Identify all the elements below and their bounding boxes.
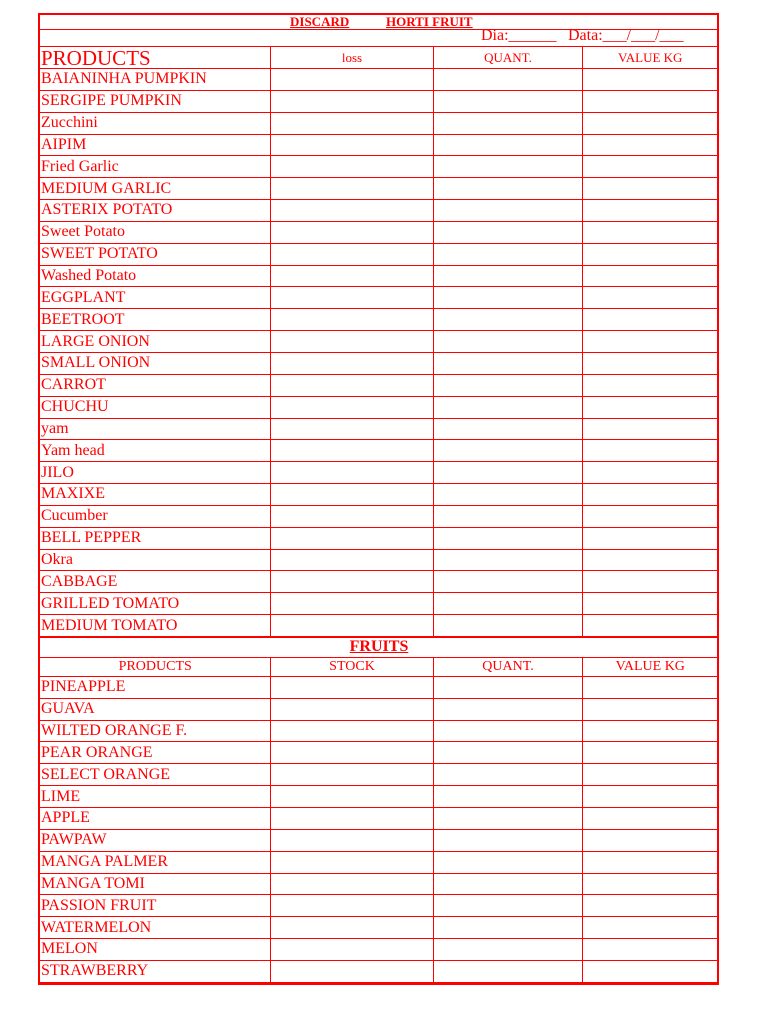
fruit-row: [40, 720, 717, 742]
entry-cell-3[interactable]: [433, 178, 582, 200]
product-name: yam: [40, 418, 270, 440]
product-name: LARGE ONION: [40, 331, 270, 353]
product-name: Cucumber: [40, 505, 270, 527]
entry-cell-4[interactable]: [582, 786, 717, 808]
entry-cell-2[interactable]: [270, 112, 433, 134]
fruit-row: [40, 917, 717, 939]
product-name: Okra: [40, 549, 270, 571]
fruit-row: [40, 960, 717, 982]
entry-cell-2[interactable]: [270, 309, 433, 331]
entry-cell-2[interactable]: [270, 200, 433, 222]
entry-cell-2[interactable]: [270, 851, 433, 873]
entry-cell-3[interactable]: [433, 615, 582, 637]
entry-cell-3[interactable]: [433, 440, 582, 462]
vegetable-row: [40, 374, 717, 396]
entry-cell-4[interactable]: [582, 808, 717, 830]
product-name: Zucchini: [40, 112, 270, 134]
column-header-products: PRODUCTS: [40, 47, 270, 69]
vegetable-row: [40, 265, 717, 287]
vegetables-table: [40, 46, 717, 637]
entry-cell-2[interactable]: [270, 917, 433, 939]
product-name: MELON: [40, 939, 270, 961]
entry-cell-3[interactable]: [433, 265, 582, 287]
entry-cell-3[interactable]: [433, 352, 582, 374]
entry-cell-2[interactable]: [270, 374, 433, 396]
column-header-stock: STOCK: [270, 657, 433, 676]
entry-cell-4[interactable]: [582, 615, 717, 637]
entry-cell-2[interactable]: [270, 676, 433, 698]
entry-cell-2[interactable]: [270, 484, 433, 506]
vegetable-row: [40, 396, 717, 418]
entry-cell-4[interactable]: [582, 873, 717, 895]
fruit-row: [40, 764, 717, 786]
entry-cell-3[interactable]: [433, 505, 582, 527]
entry-cell-2[interactable]: [270, 895, 433, 917]
product-name: PEAR ORANGE: [40, 742, 270, 764]
vegetable-row: [40, 287, 717, 309]
entry-cell-3[interactable]: [433, 764, 582, 786]
entry-cell-3[interactable]: [433, 331, 582, 353]
product-name: PINEAPPLE: [40, 676, 270, 698]
vegetable-row: [40, 156, 717, 178]
entry-cell-3[interactable]: [433, 873, 582, 895]
product-name: SELECT ORANGE: [40, 764, 270, 786]
entry-cell-2[interactable]: [270, 808, 433, 830]
entry-cell-4[interactable]: [582, 352, 717, 374]
column-header-products: PRODUCTS: [40, 657, 270, 676]
vegetable-row: [40, 462, 717, 484]
date-field[interactable]: Data:___/___/___: [568, 27, 684, 44]
entry-cell-2[interactable]: [270, 178, 433, 200]
product-name: MEDIUM GARLIC: [40, 178, 270, 200]
entry-cell-3[interactable]: [433, 484, 582, 506]
entry-cell-4[interactable]: [582, 895, 717, 917]
fruit-row: [40, 808, 717, 830]
entry-cell-2[interactable]: [270, 265, 433, 287]
entry-cell-2[interactable]: [270, 287, 433, 309]
product-name: LIME: [40, 786, 270, 808]
entry-cell-4[interactable]: [582, 676, 717, 698]
vegetable-row: [40, 243, 717, 265]
vegetable-row: [40, 90, 717, 112]
entry-cell-4[interactable]: [582, 243, 717, 265]
entry-cell-2[interactable]: [270, 396, 433, 418]
product-name: EGGPLANT: [40, 287, 270, 309]
product-name: ASTERIX POTATO: [40, 200, 270, 222]
product-name: BELL PEPPER: [40, 527, 270, 549]
entry-cell-4[interactable]: [582, 851, 717, 873]
entry-cell-4[interactable]: [582, 418, 717, 440]
entry-cell-2[interactable]: [270, 418, 433, 440]
product-name: WATERMELON: [40, 917, 270, 939]
entry-cell-3[interactable]: [433, 309, 582, 331]
entry-cell-3[interactable]: [433, 571, 582, 593]
entry-cell-4[interactable]: [582, 374, 717, 396]
fruits-table: [40, 637, 717, 983]
vegetable-row: [40, 221, 717, 243]
entry-cell-4[interactable]: [582, 396, 717, 418]
entry-cell-4[interactable]: [582, 309, 717, 331]
entry-cell-2[interactable]: [270, 615, 433, 637]
fruit-row: [40, 698, 717, 720]
product-name: GUAVA: [40, 698, 270, 720]
entry-cell-2[interactable]: [270, 505, 433, 527]
vegetable-row: [40, 571, 717, 593]
entry-cell-2[interactable]: [270, 720, 433, 742]
entry-cell-3[interactable]: [433, 676, 582, 698]
product-name: SWEET POTATO: [40, 243, 270, 265]
product-name: SMALL ONION: [40, 352, 270, 374]
product-name: MAXIXE: [40, 484, 270, 506]
product-name: PASSION FRUIT: [40, 895, 270, 917]
form-title-company: HORTI FRUIT: [386, 14, 473, 29]
entry-cell-2[interactable]: [270, 90, 433, 112]
fruit-row: [40, 786, 717, 808]
fruits-header-row: [40, 657, 717, 676]
entry-cell-2[interactable]: [270, 462, 433, 484]
entry-cell-4[interactable]: [582, 698, 717, 720]
vegetable-row: [40, 484, 717, 506]
entry-cell-3[interactable]: [433, 287, 582, 309]
product-name: JILO: [40, 462, 270, 484]
vegetable-row: [40, 440, 717, 462]
entry-cell-2[interactable]: [270, 243, 433, 265]
discard-form: [38, 13, 719, 985]
entry-cell-4[interactable]: [582, 287, 717, 309]
vegetable-row: [40, 112, 717, 134]
column-header-quant: QUANT.: [433, 657, 582, 676]
entry-cell-2[interactable]: [270, 440, 433, 462]
vegetable-row: [40, 527, 717, 549]
entry-cell-2[interactable]: [270, 593, 433, 615]
entry-cell-3[interactable]: [433, 808, 582, 830]
entry-cell-3[interactable]: [433, 698, 582, 720]
entry-cell-4[interactable]: [582, 200, 717, 222]
product-name: MANGA TOMI: [40, 873, 270, 895]
vegetable-row: [40, 615, 717, 637]
vegetable-row: [40, 549, 717, 571]
entry-cell-3[interactable]: [433, 786, 582, 808]
entry-cell-3[interactable]: [433, 69, 582, 91]
vegetable-row: [40, 178, 717, 200]
entry-cell-3[interactable]: [433, 851, 582, 873]
entry-cell-4[interactable]: [582, 720, 717, 742]
product-name: CHUCHU: [40, 396, 270, 418]
entry-cell-4[interactable]: [582, 134, 717, 156]
product-name: BAIANINHA PUMPKIN: [40, 69, 270, 91]
fruits-section-title: FRUITS: [40, 637, 717, 657]
entry-cell-3[interactable]: [433, 917, 582, 939]
entry-cell-3[interactable]: [433, 829, 582, 851]
product-name: Fried Garlic: [40, 156, 270, 178]
fruit-row: [40, 676, 717, 698]
fruit-row: [40, 829, 717, 851]
entry-cell-3[interactable]: [433, 527, 582, 549]
entry-cell-3[interactable]: [433, 396, 582, 418]
entry-cell-3[interactable]: [433, 200, 582, 222]
entry-cell-4[interactable]: [582, 112, 717, 134]
entry-cell-4[interactable]: [582, 829, 717, 851]
entry-cell-4[interactable]: [582, 69, 717, 91]
entry-cell-3[interactable]: [433, 593, 582, 615]
product-name: PAWPAW: [40, 829, 270, 851]
entry-cell-3[interactable]: [433, 156, 582, 178]
entry-cell-2[interactable]: [270, 873, 433, 895]
entry-cell-4[interactable]: [582, 960, 717, 982]
vegetable-row: [40, 418, 717, 440]
entry-cell-4[interactable]: [582, 549, 717, 571]
vegetable-row: [40, 331, 717, 353]
fruit-row: [40, 851, 717, 873]
entry-cell-2[interactable]: [270, 960, 433, 982]
product-name: WILTED ORANGE F.: [40, 720, 270, 742]
entry-cell-3[interactable]: [433, 243, 582, 265]
product-name: GRILLED TOMATO: [40, 593, 270, 615]
product-name: AIPIM: [40, 134, 270, 156]
column-header-loss: loss: [270, 47, 433, 69]
product-name: CARROT: [40, 374, 270, 396]
vegetable-row: [40, 69, 717, 91]
entry-cell-4[interactable]: [582, 571, 717, 593]
entry-cell-3[interactable]: [433, 939, 582, 961]
entry-cell-3[interactable]: [433, 112, 582, 134]
product-name: Sweet Potato: [40, 221, 270, 243]
entry-cell-3[interactable]: [433, 742, 582, 764]
product-name: CABBAGE: [40, 571, 270, 593]
column-header-value-kg: VALUE KG: [582, 47, 717, 69]
entry-cell-4[interactable]: [582, 742, 717, 764]
entry-cell-2[interactable]: [270, 134, 433, 156]
entry-cell-4[interactable]: [582, 90, 717, 112]
fruit-row: [40, 939, 717, 961]
product-name: MANGA PALMER: [40, 851, 270, 873]
fruit-row: [40, 895, 717, 917]
vegetable-row: [40, 593, 717, 615]
entry-cell-4[interactable]: [582, 939, 717, 961]
vegetable-row: [40, 200, 717, 222]
entry-cell-3[interactable]: [433, 134, 582, 156]
entry-cell-2[interactable]: [270, 331, 433, 353]
entry-cell-4[interactable]: [582, 764, 717, 786]
entry-cell-3[interactable]: [433, 221, 582, 243]
entry-cell-3[interactable]: [433, 462, 582, 484]
product-name: APPLE: [40, 808, 270, 830]
entry-cell-4[interactable]: [582, 156, 717, 178]
entry-cell-4[interactable]: [582, 331, 717, 353]
entry-cell-3[interactable]: [433, 895, 582, 917]
entry-cell-4[interactable]: [582, 917, 717, 939]
entry-cell-2[interactable]: [270, 549, 433, 571]
entry-cell-2[interactable]: [270, 829, 433, 851]
entry-cell-2[interactable]: [270, 939, 433, 961]
entry-cell-2[interactable]: [270, 742, 433, 764]
vegetable-row: [40, 505, 717, 527]
entry-cell-4[interactable]: [582, 505, 717, 527]
entry-cell-2[interactable]: [270, 352, 433, 374]
fruits-section-row: [40, 637, 717, 657]
entry-cell-2[interactable]: [270, 571, 433, 593]
entry-cell-3[interactable]: [433, 549, 582, 571]
entry-cell-3[interactable]: [433, 374, 582, 396]
product-name: SERGIPE PUMPKIN: [40, 90, 270, 112]
entry-cell-2[interactable]: [270, 786, 433, 808]
entry-cell-4[interactable]: [582, 178, 717, 200]
entry-cell-3[interactable]: [433, 720, 582, 742]
entry-cell-2[interactable]: [270, 156, 433, 178]
entry-cell-3[interactable]: [433, 90, 582, 112]
day-field[interactable]: Dia:______: [481, 27, 557, 44]
entry-cell-2[interactable]: [270, 698, 433, 720]
vegetable-row: [40, 134, 717, 156]
entry-cell-2[interactable]: [270, 764, 433, 786]
entry-cell-3[interactable]: [433, 418, 582, 440]
entry-cell-4[interactable]: [582, 221, 717, 243]
vegetable-row: [40, 309, 717, 331]
entry-cell-3[interactable]: [433, 960, 582, 982]
form-title-discard: DISCARD: [290, 14, 350, 29]
vegetables-header-row: [40, 47, 717, 69]
product-name: Washed Potato: [40, 265, 270, 287]
date-line: [40, 27, 717, 46]
entry-cell-4[interactable]: [582, 593, 717, 615]
fruit-row: [40, 742, 717, 764]
entry-cell-4[interactable]: [582, 265, 717, 287]
entry-cell-4[interactable]: [582, 440, 717, 462]
product-name: Yam head: [40, 440, 270, 462]
entry-cell-4[interactable]: [582, 527, 717, 549]
product-name: MEDIUM TOMATO: [40, 615, 270, 637]
column-header-value-kg: VALUE KG: [582, 657, 717, 676]
vegetable-row: [40, 352, 717, 374]
product-name: BEETROOT: [40, 309, 270, 331]
entry-cell-2[interactable]: [270, 69, 433, 91]
entry-cell-2[interactable]: [270, 527, 433, 549]
column-header-quant: QUANT.: [433, 47, 582, 69]
product-name: STRAWBERRY: [40, 960, 270, 982]
entry-cell-4[interactable]: [582, 484, 717, 506]
entry-cell-4[interactable]: [582, 462, 717, 484]
entry-cell-2[interactable]: [270, 221, 433, 243]
fruit-row: [40, 873, 717, 895]
